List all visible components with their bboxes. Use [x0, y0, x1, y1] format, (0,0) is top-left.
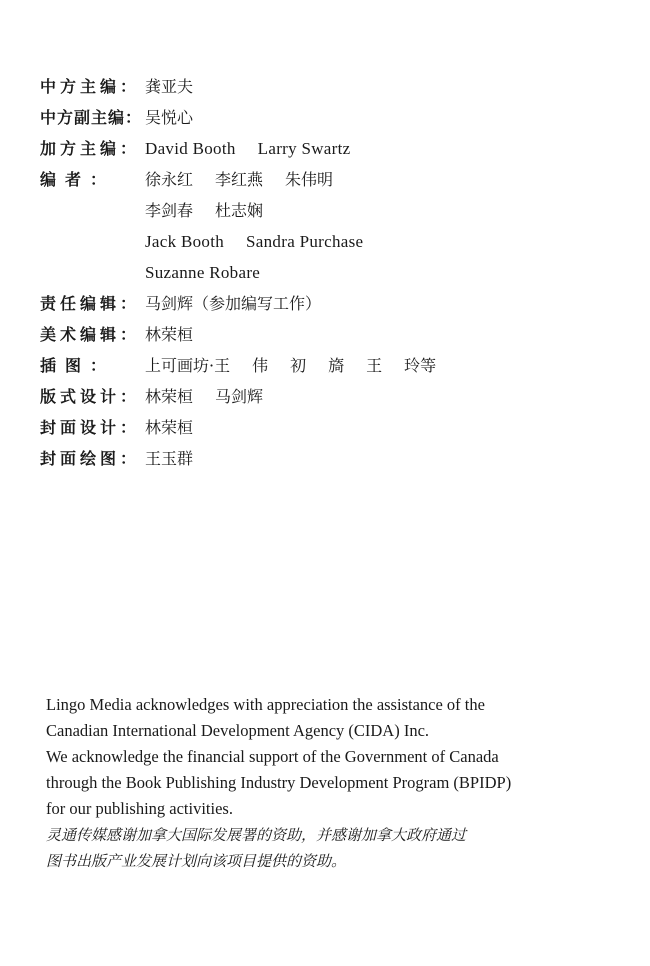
credit-label-text: 封面绘图: [40, 449, 121, 468]
ack-english-line: for our publishing activities.: [46, 799, 233, 818]
credit-label: [40, 446, 145, 471]
credit-label-text: 美术编辑: [40, 325, 121, 344]
credit-label-separator: ：: [120, 449, 137, 468]
credit-name: 王玉群: [145, 449, 194, 468]
credit-name: 伟: [252, 356, 269, 375]
credit-name: 玲等: [404, 356, 437, 375]
credit-value-line: [145, 384, 600, 409]
credit-label: [40, 167, 145, 192]
credit-value-line: [145, 105, 600, 130]
credit-label: [40, 322, 145, 347]
credit-name: 林荣桓: [145, 325, 194, 344]
ack-english-line: Lingo Media acknowledges with appreciation the assistance of the: [46, 695, 485, 714]
credit-name: Larry Swartz: [257, 139, 351, 158]
ack-english-line: Canadian International Development Agency (CIDA) Inc.: [46, 721, 430, 740]
credits-list: [40, 74, 600, 477]
credit-label: [40, 136, 145, 161]
credit-label-separator: ：: [120, 325, 137, 344]
credit-name: 龚亚夫: [145, 77, 194, 96]
ack-english-line: We acknowledge the financial support of the Government of Canada: [46, 747, 499, 766]
credit-values: [145, 105, 600, 130]
credit-label: [40, 415, 145, 440]
credit-label-separator: ：: [125, 108, 142, 127]
credit-value-line: [145, 291, 600, 316]
credit-name: 杜志娴: [215, 201, 264, 220]
credit-name: 徐永红: [145, 170, 194, 189]
credit-label: [40, 291, 145, 316]
credit-values: [145, 384, 600, 409]
credit-row: [40, 105, 600, 130]
credit-value-line: [145, 353, 600, 378]
ack-english: [46, 692, 606, 822]
credit-name: 上可画坊·王: [145, 356, 231, 375]
credit-label-separator: ：: [120, 387, 137, 406]
credit-name: 王: [366, 356, 383, 375]
credit-values: [145, 353, 600, 378]
credit-row: [40, 167, 600, 285]
credit-row: [40, 353, 600, 378]
credit-value-line: [145, 260, 600, 285]
credit-label-separator: ：: [120, 139, 137, 158]
credit-value-line: [145, 229, 600, 254]
credit-name: 李剑春: [145, 201, 194, 220]
credit-name: David Booth: [145, 139, 236, 158]
ack-chinese-line: 灵通传媒感谢加拿大国际发展署的资助，并感谢加拿大政府通过: [46, 826, 467, 844]
credit-values: [145, 415, 600, 440]
credit-label-separator: ：: [120, 294, 137, 313]
ack-chinese: [46, 822, 606, 874]
credit-name: Sandra Purchase: [246, 232, 364, 251]
credit-label: [40, 384, 145, 409]
credit-values: [145, 291, 600, 316]
credit-label-text: 中方主编: [40, 77, 121, 96]
credit-name: 旖: [328, 356, 345, 375]
credit-name: Jack Booth: [145, 232, 225, 251]
credit-name: Suzanne Robare: [145, 263, 261, 282]
credit-name: 朱伟明: [285, 170, 334, 189]
credit-label: [40, 105, 145, 130]
credit-label-text: 责任编辑: [40, 294, 121, 313]
credit-value-line: [145, 322, 600, 347]
credit-value-line: [145, 136, 600, 161]
credit-name: 初: [290, 356, 307, 375]
credit-label-text: 中方副主编: [40, 108, 126, 127]
credit-name: 马剑辉（参加编写工作）: [145, 294, 322, 313]
credit-row: [40, 415, 600, 440]
credit-value-line: [145, 415, 600, 440]
credit-label: [40, 74, 145, 99]
credit-label-text: 版式设计: [40, 387, 121, 406]
ack-english-line: through the Book Publishing Industry Development Program (BPIDP): [46, 773, 512, 792]
credit-label-separator: ：: [90, 170, 107, 189]
credit-value-line: [145, 74, 600, 99]
credit-name: 林荣桓: [145, 387, 194, 406]
credit-value-line: [145, 198, 600, 223]
credit-label-separator: ：: [90, 356, 107, 375]
credit-row: [40, 136, 600, 161]
credit-label: [40, 353, 145, 378]
credit-values: [145, 446, 600, 471]
credit-label-separator: ：: [120, 418, 137, 437]
credit-row: [40, 384, 600, 409]
credit-name: 吴悦心: [145, 108, 194, 127]
credit-value-line: [145, 167, 600, 192]
acknowledgement-block: [46, 692, 606, 874]
credit-label-text: 编者: [40, 170, 91, 189]
credit-name: 林荣桓: [145, 418, 194, 437]
credit-value-line: [145, 446, 600, 471]
credit-name: 李红燕: [215, 170, 264, 189]
credit-label-separator: ：: [120, 77, 137, 96]
credit-row: [40, 322, 600, 347]
ack-chinese-line: 图书出版产业发展计划向该项目提供的资助。: [46, 852, 347, 870]
credit-values: [145, 74, 600, 99]
credit-row: [40, 291, 600, 316]
credit-label-text: 加方主编: [40, 139, 121, 158]
credit-row: [40, 446, 600, 471]
credit-label-text: 封面设计: [40, 418, 121, 437]
credit-values: [145, 322, 600, 347]
credit-values: [145, 167, 600, 285]
credit-values: [145, 136, 600, 161]
credit-name: 马剑辉: [215, 387, 264, 406]
credit-label-text: 插图: [40, 356, 91, 375]
credit-row: [40, 74, 600, 99]
